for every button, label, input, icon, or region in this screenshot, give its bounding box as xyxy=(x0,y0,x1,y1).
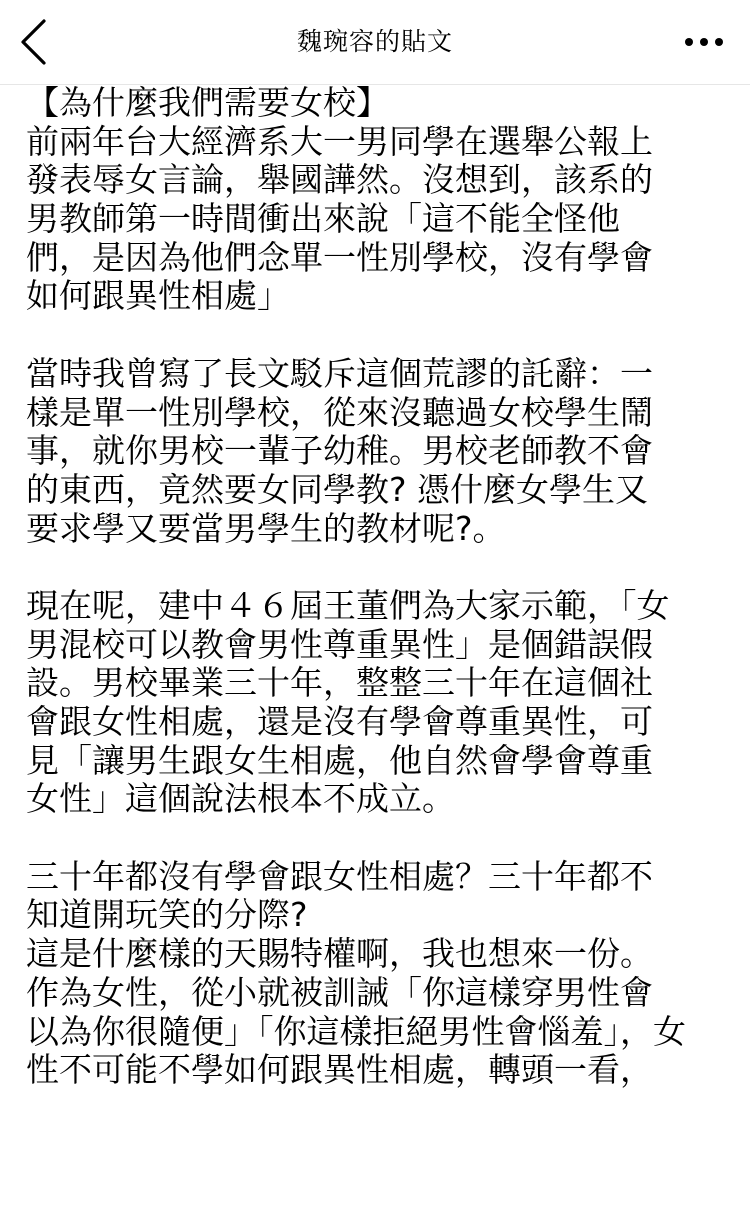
post-line: 事，就你男校一輩子幼稚。男校老師教不會 xyxy=(26,431,653,471)
post-paragraph xyxy=(26,355,726,548)
nav-header xyxy=(0,0,750,85)
paragraph-gap xyxy=(26,548,726,587)
post-body xyxy=(26,84,726,1090)
post-line: 們，是因為他們念單一性別學校，沒有學會 xyxy=(26,237,653,277)
post-line: 男混校可以教會男性尊重異性」是個錯誤假 xyxy=(26,624,653,664)
post-line: 前兩年台大經濟系大一男同學在選舉公報上 xyxy=(26,121,653,161)
post-line: 如何跟異性相處」 xyxy=(26,276,290,316)
post-line: 當時我曾寫了長文駁斥這個荒謬的託辭：一 xyxy=(26,353,653,393)
post-line: 發表辱女言論，舉國譁然。沒想到，該系的 xyxy=(26,160,653,200)
post-paragraph xyxy=(26,84,726,316)
post-line: 以為你很隨便」「你這樣拒絕男性會惱羞」，女 xyxy=(26,1011,686,1051)
post-line: 三十年都沒有學會跟女性相處？三十年都不 xyxy=(26,856,653,896)
post-line: 要求學又要當男學生的教材呢?。 xyxy=(26,508,506,548)
post-heading: 【為什麼我們需要女校】 xyxy=(26,83,389,122)
post-line: 知道開玩笑的分際? xyxy=(26,895,308,935)
post-paragraph xyxy=(26,858,726,1090)
post-line: 這是什麼樣的天賜特權啊，我也想來一份。 xyxy=(26,934,653,974)
post-line: 的東西，竟然要女同學教? 憑什麼女學生又 xyxy=(26,469,649,509)
post-line: 會跟女性相處，還是沒有學會尊重異性，可 xyxy=(26,702,653,741)
paragraph-gap xyxy=(26,316,726,355)
post-line: 女性」這個說法根本不成立。 xyxy=(26,779,455,819)
post-line: 作為女性，從小就被訓誡「你這樣穿男性會 xyxy=(26,972,653,1012)
more-horizontal-icon xyxy=(684,37,724,47)
post-paragraph xyxy=(26,587,726,819)
post-line: 設。男校畢業三十年，整整三十年在這個社 xyxy=(26,663,653,703)
more-options-button[interactable] xyxy=(680,22,724,62)
paragraph-gap xyxy=(26,819,726,858)
post-line: 性不可能不學如何跟異性相處，轉頭一看， xyxy=(26,1050,653,1090)
post-line: 男教師第一時間衝出來說「這不能全怪他 xyxy=(26,199,620,239)
post-line: 見「讓男生跟女生相處，他自然會學會尊重 xyxy=(26,740,653,780)
post-line: 現在呢，建中４６屆王董們為大家示範，「女 xyxy=(26,585,670,625)
page-title: 魏琬容的貼文 xyxy=(296,27,453,56)
post-line: 樣是單一性別學校，從來沒聽過女校學生鬧 xyxy=(26,392,653,432)
